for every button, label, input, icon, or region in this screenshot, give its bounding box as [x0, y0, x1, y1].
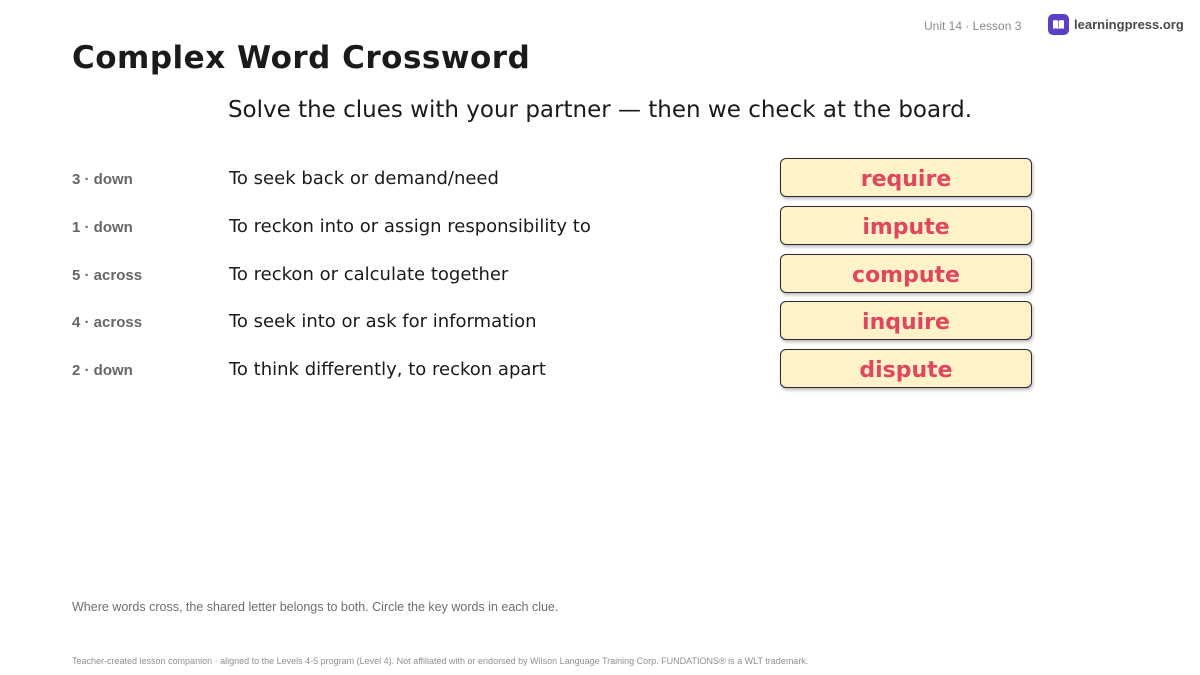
answer-box[interactable] [780, 254, 1032, 293]
page-title: Complex Word Crossword [72, 40, 531, 76]
answer-word: inquire [862, 310, 950, 335]
clue-row [72, 206, 1034, 246]
answer-box[interactable] [780, 158, 1032, 197]
clue-row [72, 158, 1034, 198]
clue-row [72, 254, 1034, 294]
clue-number: 4 · across [72, 314, 143, 331]
clue-number: 1 · down [72, 219, 133, 236]
clue-row [72, 301, 1034, 341]
answer-box[interactable] [780, 206, 1032, 245]
clue-text: To seek back or demand/need [229, 168, 499, 189]
instructions-subtitle: Solve the clues with your partner — then we check at the board. [227, 97, 973, 123]
lesson-label: Unit 14 · Lesson 3 [924, 19, 1022, 33]
brand-name: learningpress.org [1074, 17, 1184, 32]
open-book-icon [1048, 14, 1069, 35]
clue-text: To reckon or calculate together [229, 264, 509, 285]
answer-word: dispute [859, 358, 953, 383]
clue-number: 3 · down [72, 171, 133, 188]
answer-box[interactable] [780, 349, 1032, 388]
clue-text: To seek into or ask for information [229, 311, 537, 332]
clue-number: 2 · down [72, 362, 133, 379]
brand-logo[interactable] [1048, 14, 1184, 35]
answer-word: require [860, 167, 952, 192]
clue-text: To think differently, to reckon apart [229, 359, 546, 380]
footer-disclaimer: Teacher-created lesson companion · aligned to the Levels 4-5 program (Level 4). Not affiliated with or endorsed by Wilson Language Training Corp. FUNDATIONS® is a WLT trademark. [72, 656, 809, 666]
answer-box[interactable] [780, 301, 1032, 340]
answer-word: impute [862, 215, 950, 240]
clue-text: To reckon into or assign responsibility to [229, 216, 591, 237]
clue-number: 5 · across [72, 267, 143, 284]
answer-word: compute [852, 263, 960, 288]
tip-text: Where words cross, the shared letter belongs to both. Circle the key words in each clue. [72, 600, 559, 614]
clue-row [72, 349, 1034, 389]
